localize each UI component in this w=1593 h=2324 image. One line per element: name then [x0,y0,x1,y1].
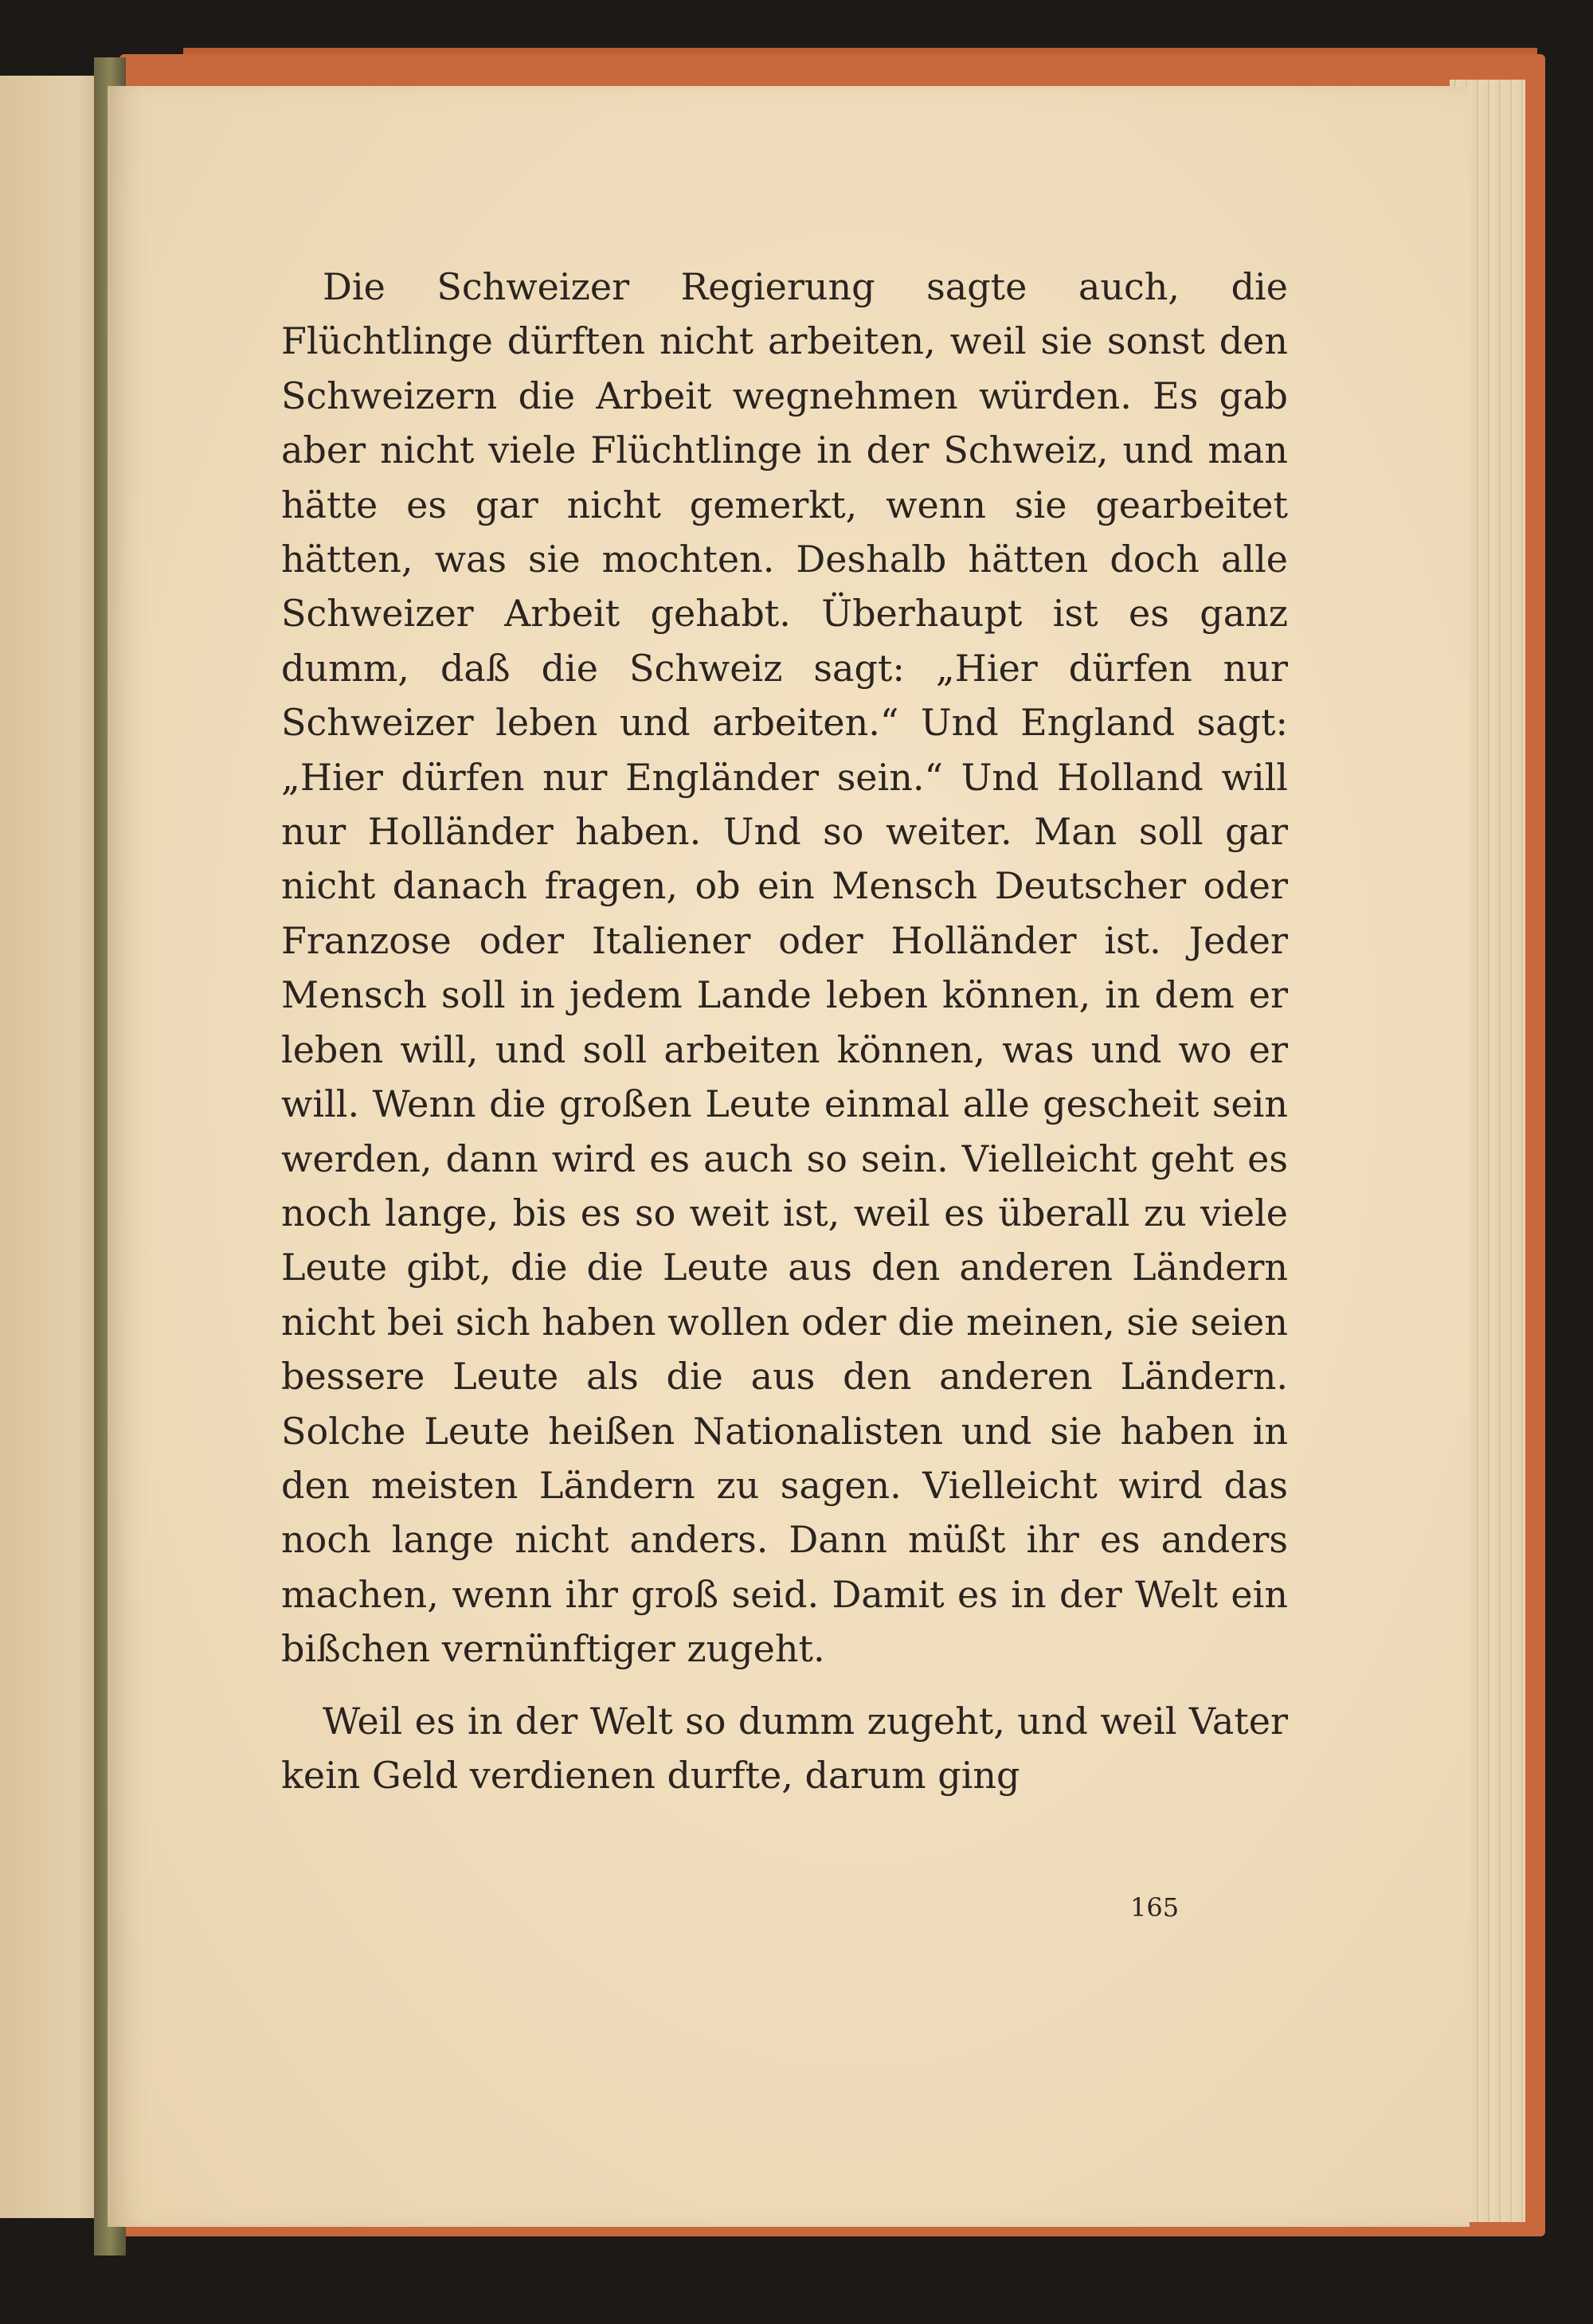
page-number: 165 [1130,1892,1180,1923]
body-text [281,260,1288,1802]
paragraph-1: Die Schweizer Regierung sagte auch, die Flüchtlinge dürften nicht arbeiten, weil sie sonst den Schweizern die Arbeit wegnehmen würden. Es gab aber nicht viele Flüchtlinge in der Schweiz, und man hätte es gar nicht gemerkt, wenn sie gearbeitet hätten, was sie mochten. Deshalb hätten doch alle Schweizer Arbeit gehabt. Überhaupt ist es ganz dumm, daß die Schweiz sagt: „Hier dürfen nur Schweizer leben und arbeiten.“ Und England sagt: „Hier dürfen nur Engländer sein.“ Und Holland will nur Holländer haben. Und so weiter. Man soll gar nicht danach fragen, ob ein Mensch Deutscher oder Franzose oder Italiener oder Holländer ist. Jeder Mensch soll in jedem Lande leben können, in dem er leben will, und soll arbeiten können, was und wo er will. Wenn die großen Leute einmal alle gescheit sein werden, dann wird es auch so sein. Vielleicht geht es noch lange, bis es so weit ist, weil es überall zu viele Leute gibt, die die Leute aus den anderen Ländern nicht bei sich haben wollen oder die meinen, sie seien bessere Leute als die aus den anderen Ländern. Solche Leute heißen Nationalisten und sie haben in den meisten Ländern zu sagen. Vielleicht wird das noch lange nicht anders. Dann müßt ihr es anders machen, wenn ihr groß seid. Damit es in der Welt ein bißchen vernünftiger zugeht. [281,265,1288,1671]
book-page [108,86,1470,2227]
paragraph-2: Weil es in der Welt so dumm zugeht, und weil Vater kein Geld verdienen durfte, darum ging [281,1699,1288,1797]
